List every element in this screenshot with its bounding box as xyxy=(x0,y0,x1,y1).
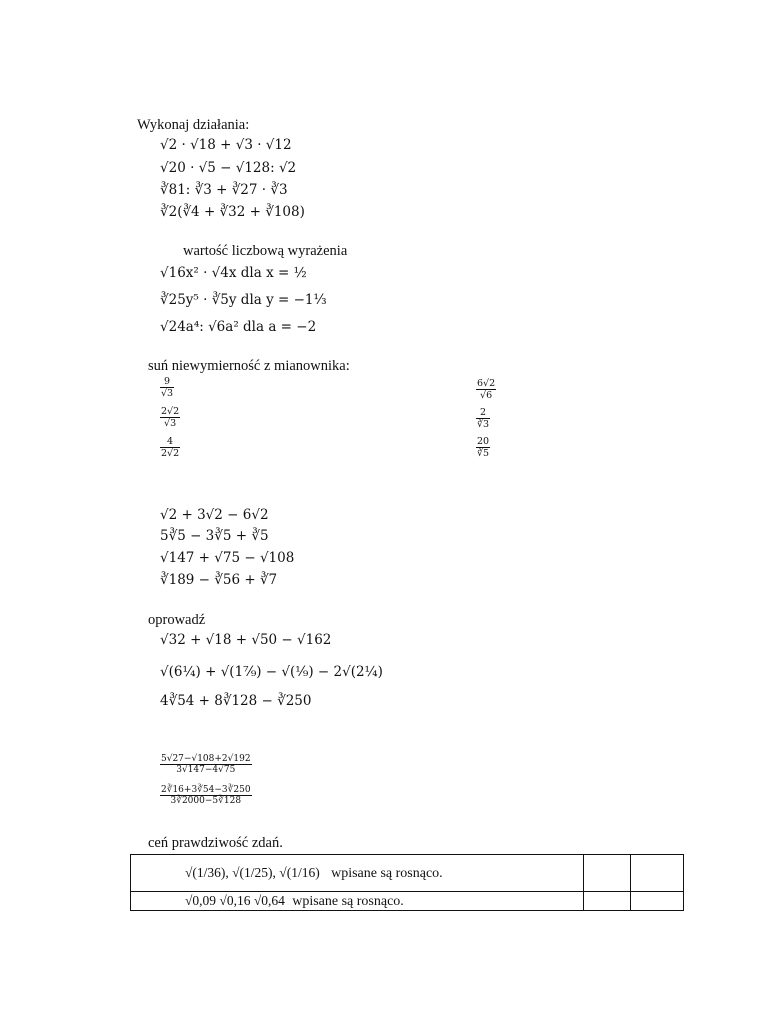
statement-expression: √0,09 √0,16 √0,64 xyxy=(185,892,285,908)
fraction-denominator: 2√2 xyxy=(161,447,180,459)
compound-fraction-2 xyxy=(160,786,252,806)
expression-1-1: √2 · √18 + √3 · √12 xyxy=(160,137,292,153)
section5-heading: oprowadź xyxy=(148,612,206,628)
fraction-numerator: 4 xyxy=(167,436,174,447)
fraction-left-3 xyxy=(160,437,180,458)
table-row xyxy=(131,892,684,911)
fraction-denominator: √6 xyxy=(476,389,496,401)
expression-5-1: √32 + √18 + √50 − √162 xyxy=(160,632,332,648)
fraction-numerator: 2√2 xyxy=(161,406,180,417)
expression-1-3: ∛81: ∛3 + ∛27 · ∛3 xyxy=(160,182,288,198)
expression-5-2: √(6¼) + √(1⁷⁄₉) − √(¹⁄₉) − 2√(2¼) xyxy=(160,664,383,680)
expression-2-3: √24a⁴: √6a² dla a = −2 xyxy=(160,319,317,335)
fraction-numerator: 20 xyxy=(477,436,490,447)
section2-heading: wartość liczbową wyrażenia xyxy=(183,243,348,259)
expression-5-3: 4∛54 + 8∛128 − ∛250 xyxy=(160,693,312,709)
fraction-numerator: 9 xyxy=(164,376,171,387)
expression-4-2: 5∛5 − 3∛5 + ∛5 xyxy=(160,528,269,544)
fraction-numerator: 5√27−√108+2√192 xyxy=(161,754,251,764)
true-answer-cell[interactable] xyxy=(584,855,631,892)
fraction-denominator: ∛5 xyxy=(477,447,490,459)
statement-cell xyxy=(131,855,584,892)
section1-heading: Wykonaj działania: xyxy=(137,117,250,133)
fraction-denominator: 3√147−4√75 xyxy=(160,764,252,775)
fraction-right-3 xyxy=(476,437,490,458)
section3-heading: suń niewymierność z mianownika: xyxy=(148,358,350,374)
statement-text: wpisane są rosnąco. xyxy=(292,893,404,909)
expression-1-2: √20 · √5 − √128: √2 xyxy=(160,160,297,176)
statement-expression: √(1/36), √(1/25), √(1/16) xyxy=(185,864,320,880)
statement-text: wpisane są rosnąco. xyxy=(331,865,443,881)
expression-2-1: √16x² · √4x dla x = ½ xyxy=(160,265,307,281)
fraction-right-2 xyxy=(476,408,490,429)
statement-cell xyxy=(131,892,584,911)
fraction-right-1 xyxy=(476,379,496,400)
compound-fraction-1 xyxy=(160,755,252,775)
expression-2-2: ∛25y⁵ · ∛5y dla y = −1⅓ xyxy=(160,292,327,308)
fraction-left-2 xyxy=(160,407,180,428)
fraction-denominator: √3 xyxy=(160,417,180,429)
section7-heading: ceń prawdziwość zdań. xyxy=(148,835,283,851)
true-false-table xyxy=(130,854,684,911)
expression-4-4: ∛189 − ∛56 + ∛7 xyxy=(160,572,278,588)
fraction-left-1 xyxy=(160,377,174,398)
false-answer-cell[interactable] xyxy=(631,855,684,892)
fraction-numerator: 6√2 xyxy=(477,378,496,389)
expression-4-3: √147 + √75 − √108 xyxy=(160,550,295,566)
fraction-denominator: √3 xyxy=(161,387,174,399)
expression-1-4: ∛2(∛4 + ∛32 + ∛108) xyxy=(160,204,305,220)
table-row xyxy=(131,855,684,892)
fraction-numerator: 2∛16+3∛54−3∛250 xyxy=(161,785,251,795)
false-answer-cell[interactable] xyxy=(631,892,684,911)
true-answer-cell[interactable] xyxy=(584,892,631,911)
fraction-numerator: 2 xyxy=(480,407,487,418)
fraction-denominator: ∛3 xyxy=(477,418,490,430)
expression-4-1: √2 + 3√2 − 6√2 xyxy=(160,507,269,523)
fraction-denominator: 3∛2000−5∛128 xyxy=(160,795,252,806)
